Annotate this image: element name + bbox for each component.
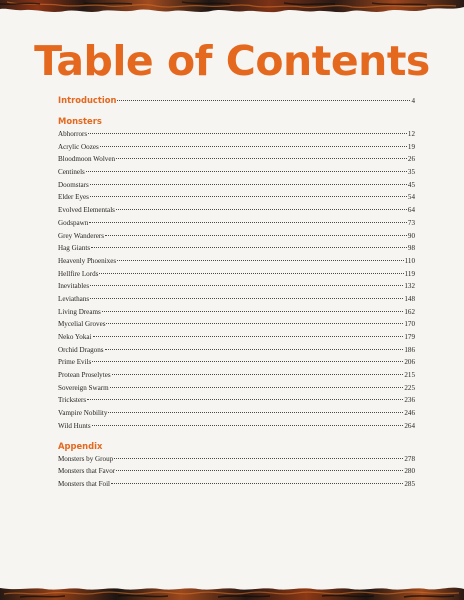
toc-page-number: 280 bbox=[404, 467, 415, 476]
dot-leader bbox=[92, 361, 403, 362]
dot-leader bbox=[90, 184, 407, 185]
toc-entry-title: Orchid Dragons bbox=[58, 345, 104, 354]
bottom-decorative-border bbox=[0, 584, 464, 600]
toc-entry[interactable] bbox=[58, 242, 415, 255]
toc-entry[interactable] bbox=[58, 255, 415, 268]
toc-entry-title: Sovereign Swarm bbox=[58, 383, 109, 392]
toc-page-number: 170 bbox=[404, 320, 415, 329]
toc-page-number: 148 bbox=[404, 294, 415, 303]
dot-leader bbox=[88, 133, 407, 134]
toc-entry[interactable] bbox=[58, 268, 415, 281]
dot-leader bbox=[117, 260, 403, 261]
dot-leader bbox=[110, 387, 404, 388]
dot-leader bbox=[99, 273, 403, 274]
toc-entry-title: Evolved Elementals bbox=[58, 206, 115, 215]
toc-entry-title: Monsters by Group bbox=[58, 454, 114, 463]
dot-leader bbox=[89, 222, 407, 223]
dot-leader bbox=[108, 412, 403, 413]
toc-entry[interactable] bbox=[58, 331, 415, 344]
toc-entry[interactable] bbox=[58, 230, 415, 243]
toc-entry[interactable] bbox=[58, 306, 415, 319]
toc-entry[interactable] bbox=[58, 204, 415, 217]
toc-page-number: 26 bbox=[407, 155, 415, 164]
toc-page-number: 278 bbox=[404, 454, 415, 463]
toc-entry[interactable] bbox=[58, 453, 415, 466]
page-title: Table of Contents bbox=[34, 37, 430, 85]
toc-entry[interactable] bbox=[58, 407, 415, 420]
dot-leader bbox=[117, 100, 410, 101]
appendix-heading: Appendix bbox=[58, 440, 103, 451]
toc-entry-title: Godspawn bbox=[58, 218, 89, 227]
toc-entry-title: Prime Evils bbox=[58, 358, 92, 367]
dot-leader bbox=[105, 235, 407, 236]
toc-entry[interactable] bbox=[58, 141, 415, 154]
top-decorative-border bbox=[0, 0, 464, 16]
monsters-section bbox=[58, 115, 415, 433]
toc-entry[interactable] bbox=[58, 356, 415, 369]
toc-page-number: 35 bbox=[407, 168, 415, 177]
dot-leader bbox=[111, 483, 403, 484]
dot-leader bbox=[90, 285, 403, 286]
toc-page-number: 246 bbox=[404, 409, 415, 418]
toc-entry-title: Mycelial Groves bbox=[58, 320, 106, 329]
toc-entry-title: Protean Proselytes bbox=[58, 371, 111, 380]
dot-leader bbox=[116, 470, 403, 471]
toc-page-number: 110 bbox=[404, 256, 415, 265]
dot-leader bbox=[114, 458, 403, 459]
toc-page-number: 73 bbox=[407, 218, 415, 227]
dot-leader bbox=[106, 323, 403, 324]
dot-leader bbox=[116, 209, 407, 210]
toc-page-number: 90 bbox=[407, 231, 415, 240]
monsters-heading: Monsters bbox=[58, 116, 102, 126]
toc-entry-title: Acrylic Oozes bbox=[58, 142, 99, 151]
toc-page-number: 4 bbox=[411, 97, 415, 105]
toc-entry[interactable] bbox=[58, 465, 415, 478]
toc-entry-title: Introduction bbox=[58, 95, 117, 105]
dot-leader bbox=[90, 298, 403, 299]
toc-page-number: 285 bbox=[404, 479, 415, 488]
toc-entry-title: Living Dreams bbox=[58, 307, 101, 316]
toc-entry[interactable] bbox=[58, 217, 415, 230]
toc-page-number: 225 bbox=[404, 383, 415, 392]
toc-page-number: 179 bbox=[404, 333, 415, 341]
toc-entry-title: Vampire Nobility bbox=[58, 409, 108, 418]
toc-page-number: 264 bbox=[404, 421, 415, 430]
toc-entry[interactable] bbox=[58, 369, 415, 382]
dot-leader bbox=[112, 374, 404, 375]
toc-page-number: 162 bbox=[404, 307, 415, 316]
toc-page-number: 215 bbox=[404, 371, 415, 380]
toc-entry-title: Bloodmoon Wolven bbox=[58, 155, 116, 164]
toc-entry-title: Wild Hunts bbox=[58, 421, 91, 430]
toc-entry-title: Neko Yokai bbox=[58, 333, 92, 341]
toc-entry[interactable] bbox=[58, 153, 415, 166]
toc-entry-title: Leviathans bbox=[58, 294, 90, 303]
toc-page-number: 186 bbox=[404, 345, 415, 354]
toc-entry-introduction[interactable] bbox=[58, 94, 415, 107]
toc-entry-title: Inevitables bbox=[58, 282, 90, 291]
toc-entry[interactable] bbox=[58, 344, 415, 357]
dot-leader bbox=[92, 425, 404, 426]
dot-leader bbox=[87, 399, 403, 400]
dot-leader bbox=[116, 158, 407, 159]
dot-leader bbox=[93, 336, 404, 337]
toc-entry-title: Monsters that Favor bbox=[58, 467, 116, 476]
toc-page-number: 45 bbox=[407, 180, 415, 189]
appendix-section bbox=[58, 440, 415, 491]
toc-entry[interactable] bbox=[58, 179, 415, 192]
toc-page-number: 206 bbox=[404, 358, 415, 367]
toc-entry[interactable] bbox=[58, 293, 415, 306]
toc-entry-title: Hag Giants bbox=[58, 244, 91, 253]
toc-page-number: 98 bbox=[407, 244, 415, 253]
section-spacing bbox=[58, 433, 415, 440]
toc-page-number: 119 bbox=[404, 269, 415, 278]
toc-entry-title: Doomstars bbox=[58, 180, 89, 189]
toc-page-number: 12 bbox=[407, 130, 415, 138]
toc-entry-title: Hellfire Lords bbox=[58, 269, 99, 278]
toc-entry[interactable] bbox=[58, 128, 415, 141]
toc-entry[interactable] bbox=[58, 191, 415, 204]
dot-leader bbox=[90, 196, 407, 197]
toc-entry-title: Monsters that Foil bbox=[58, 479, 111, 488]
dot-leader bbox=[102, 311, 404, 312]
toc-entry[interactable] bbox=[58, 280, 415, 293]
toc-page-number: 236 bbox=[404, 396, 415, 405]
toc-page-number: 64 bbox=[407, 206, 415, 215]
toc-entry[interactable] bbox=[58, 394, 415, 407]
toc-entry[interactable] bbox=[58, 478, 415, 491]
toc-entry[interactable] bbox=[58, 382, 415, 395]
toc-entry-title: Abhorrors bbox=[58, 130, 88, 138]
dot-leader bbox=[86, 171, 407, 172]
dot-leader bbox=[105, 349, 404, 350]
toc-entry-title: Elder Eyes bbox=[58, 193, 89, 202]
toc-page-number: 132 bbox=[404, 282, 415, 291]
toc-page-number: 54 bbox=[407, 193, 415, 202]
toc-entry[interactable] bbox=[58, 420, 415, 433]
dot-leader bbox=[100, 146, 407, 147]
toc-entry-title: Tricksters bbox=[58, 396, 87, 405]
dot-leader bbox=[91, 247, 407, 248]
table-of-contents bbox=[58, 94, 415, 491]
toc-entry-title: Centinels bbox=[58, 168, 85, 177]
toc-entry-title: Heavenly Phoenixes bbox=[58, 256, 117, 265]
toc-page-number: 19 bbox=[407, 142, 415, 151]
toc-entry-title: Grey Wanderers bbox=[58, 231, 104, 240]
toc-entry[interactable] bbox=[58, 318, 415, 331]
toc-entry[interactable] bbox=[58, 166, 415, 179]
